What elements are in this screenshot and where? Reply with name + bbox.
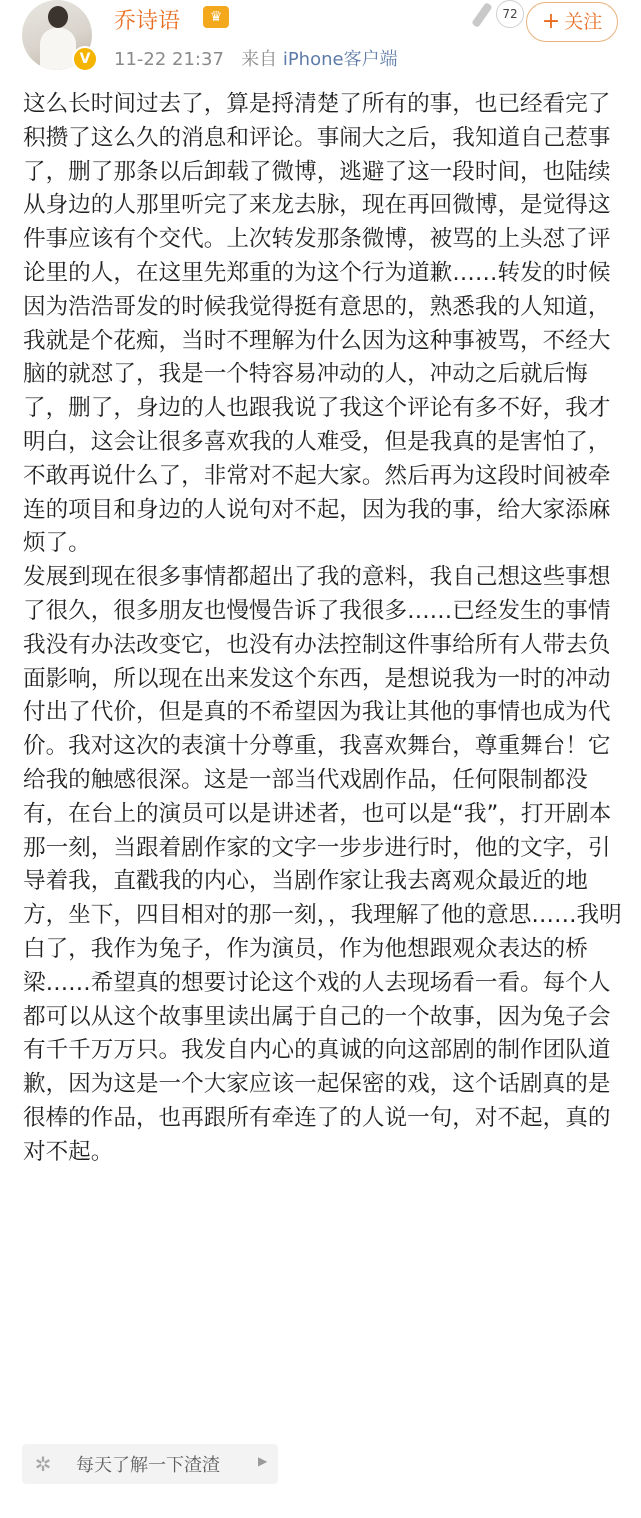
avatar-body-shape xyxy=(40,28,76,70)
post-source[interactable]: iPhone客户端 xyxy=(282,49,398,70)
topic-tag-label: 每天了解一下渣渣 xyxy=(76,1455,220,1476)
crown-vip-icon[interactable]: ♛ xyxy=(203,6,229,28)
avatar-head-shape xyxy=(48,6,68,28)
post-meta xyxy=(114,45,398,71)
post-paragraph-2: 发展到现在很多事情都超出了我的意料，我自己想这些事想了很久，很多朋友也慢慢告诉了我很多……已经发生的事情我没有办法改变它，也没有办法控制这件事给所有人带去负面影响，所以现在出来发这个东西，是想说我为一时的冲动付出了代价，但是真的不希望因为我让其他的事情也成为代价。我对这次的表演十分尊重，我喜欢舞台，尊重舞台！它给我的触感很深。这是一部当代戏剧作品，任何限制都没有，在台上的演员可以是讲述者，也可以是“我”，打开剧本那一刻，当跟着剧作家的文字一步步进行时，他的文字，引导着我，直戳我的内心，当剧作家让我去离观众最近的地方，坐下，四目相对的那一刻，，我理解了他的意思……我明白了，我作为兔子，作为演员，作为他想跟观众表达的桥梁……希望真的想要讨论这个戏的人去现场看一看。每个人都可以从这个故事里读出属于自己的一个故事，因为兔子会有千千万万只。我发自内心的真诚的向这部剧的制作团队道歉，因为这是一个大家应该一起保密的戏，这个话剧真的是很棒的作品，也再跟所有牵连了的人说一句，对不起，真的对不起。 xyxy=(23,564,622,1165)
loading-spinner-icon: ✲ xyxy=(34,1452,52,1476)
topic-tag[interactable] xyxy=(22,1444,278,1484)
username[interactable]: 乔诗语 xyxy=(114,9,181,34)
verified-v-icon: V xyxy=(72,46,98,72)
magic-wand-icon xyxy=(471,2,492,28)
fan-badge-count: 72 xyxy=(496,0,524,28)
source-prefix: 来自 xyxy=(241,49,278,70)
follow-button[interactable] xyxy=(526,2,618,42)
post-paragraph-1: 这么长时间过去了，算是捋清楚了所有的事，也已经看完了积攒了这么久的消息和评论。事闹大之后，我知道自己惹事了，删了那条以后卸载了微博，逃避了这一段时间，也陆续从身边的人那里听完了来龙去脉，现在再回微博，是觉得这件事应该有个交代。上次转发那条微博，被骂的上头怼了评论里的人，在这里先郑重的为这个行为道歉……转发的时候因为浩浩哥发的时候我觉得挺有意思的，熟悉我的人知道，我就是个花痴，当时不理解为什么因为这种事被骂，不经大脑的就怼了，我是一个特容易冲动的人，冲动之后就后悔了，删了，身边的人也跟我说了我这个评论有多不好，我才明白，这会让很多喜欢我的人难受，但是我真的是害怕了，不敢再说什么了，非常对不起大家。然后再为这段时间被牵连的项目和身边的人说句对不起，因为我的事，给大家添麻烦了。 xyxy=(23,91,611,557)
follow-label: 关注 xyxy=(564,11,603,33)
plus-icon: + xyxy=(541,9,561,34)
post-timestamp: 11-22 21:37 xyxy=(114,49,224,70)
post-header xyxy=(0,0,641,80)
post-body xyxy=(23,88,625,1170)
chevron-right-icon: ▶ xyxy=(258,1454,268,1468)
fan-badge[interactable] xyxy=(456,0,522,34)
